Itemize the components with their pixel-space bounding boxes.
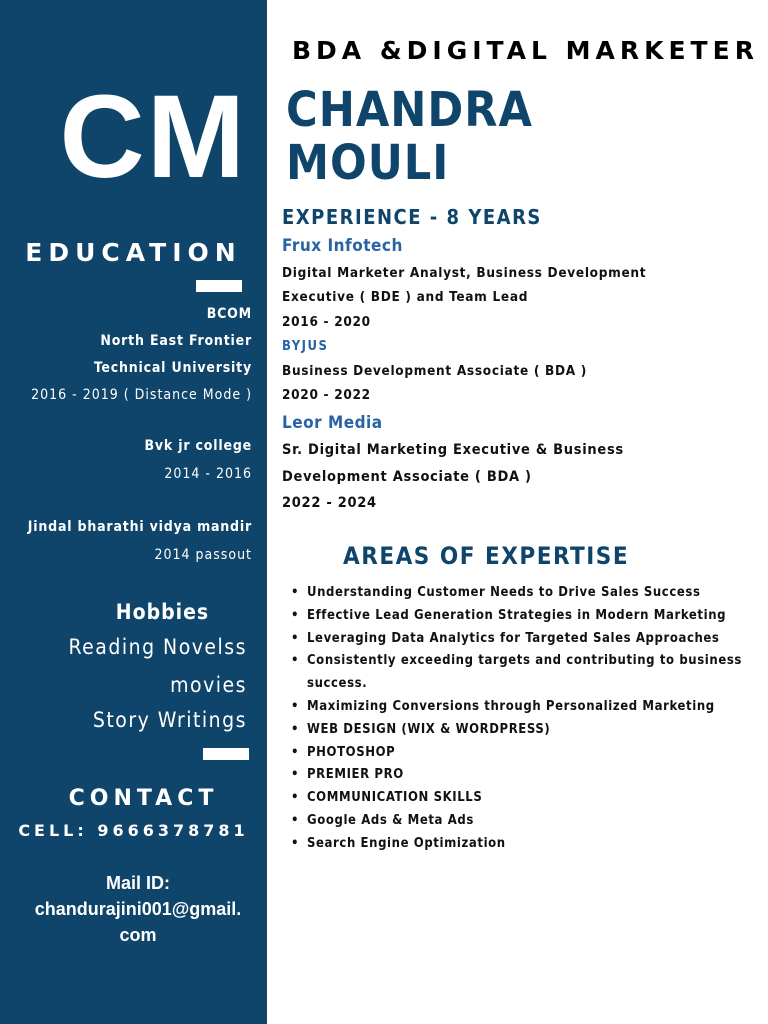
list-item: • Consistently exceeding targets and contributing to business success.: [287, 650, 757, 696]
expertise-heading: AREAS OF EXPERTISE: [343, 542, 630, 570]
job-dates: 2022 - 2024: [282, 495, 377, 511]
education-heading: EDUCATION: [25, 238, 242, 267]
job-dates: 2016 - 2020: [282, 314, 371, 330]
list-item: • WEB DESIGN (WIX & WORDPRESS): [287, 719, 757, 742]
hobby-item: Reading Novelss: [68, 635, 247, 659]
education-college: Bvk jr college: [144, 438, 252, 454]
education-degree: BCOM: [206, 306, 252, 322]
main-content: [267, 0, 768, 1024]
education-university-line1: North East Frontier: [100, 333, 252, 349]
list-item: • Leveraging Data Analytics for Targeted Sales Approaches: [287, 628, 757, 651]
name-first: CHANDRA: [286, 82, 533, 138]
mail-address: chandurajini001@gmail.: [34, 899, 242, 919]
hobby-item: Story Writings: [92, 708, 247, 732]
education-date: 2016 - 2019 ( Distance Mode ): [31, 387, 252, 403]
list-item: • PHOTOSHOP: [287, 742, 757, 765]
job-title-continued: Executive ( BDE ) and Team Lead: [282, 289, 529, 305]
mail-address-continued: com: [119, 925, 157, 945]
candidate-name: [286, 84, 533, 190]
mail-label: Mail ID:: [105, 873, 170, 893]
hobby-item: movies: [170, 673, 247, 697]
company-name: Frux Infotech: [282, 236, 403, 256]
contact-heading: CONTACT: [68, 786, 219, 811]
education-date: 2014 - 2016: [164, 466, 252, 482]
list-item: • Google Ads & Meta Ads: [287, 810, 757, 833]
job-title: Sr. Digital Marketing Executive & Business: [282, 442, 624, 458]
education-date: 2014 passout: [154, 547, 252, 563]
list-item: • Maximizing Conversions through Personalized Marketing: [287, 696, 757, 719]
divider-bar: [203, 748, 249, 760]
divider-bar: [196, 280, 242, 292]
expertise-list: [287, 582, 757, 856]
list-item: • PREMIER PRO: [287, 764, 757, 787]
sidebar: [0, 0, 267, 1024]
company-name: Leor Media: [282, 413, 383, 433]
company-name: BYJUS: [282, 339, 329, 354]
monogram: CM: [59, 71, 247, 203]
cell-number: CELL: 9666378781: [18, 821, 249, 840]
list-item: • Effective Lead Generation Strategies in Modern Marketing: [287, 605, 757, 628]
name-last: MOULI: [286, 135, 450, 191]
job-title: Digital Marketer Analyst, Business Development: [282, 265, 647, 281]
role-title: BDA &DIGITAL MARKETER: [292, 36, 759, 65]
list-item: • Search Engine Optimization: [287, 833, 757, 856]
list-item: • Understanding Customer Needs to Drive Sales Success: [287, 582, 757, 605]
job-title: Business Development Associate ( BDA ): [282, 363, 588, 379]
list-item: • COMMUNICATION SKILLS: [287, 787, 757, 810]
job-dates: 2020 - 2022: [282, 387, 371, 403]
education-university-line2: Technical University: [93, 360, 252, 376]
experience-heading: EXPERIENCE - 8 YEARS: [282, 205, 542, 229]
job-title-continued: Development Associate ( BDA ): [282, 469, 532, 485]
hobbies-heading: Hobbies: [115, 600, 210, 624]
education-school: Jindal bharathi vidya mandir: [27, 519, 252, 535]
